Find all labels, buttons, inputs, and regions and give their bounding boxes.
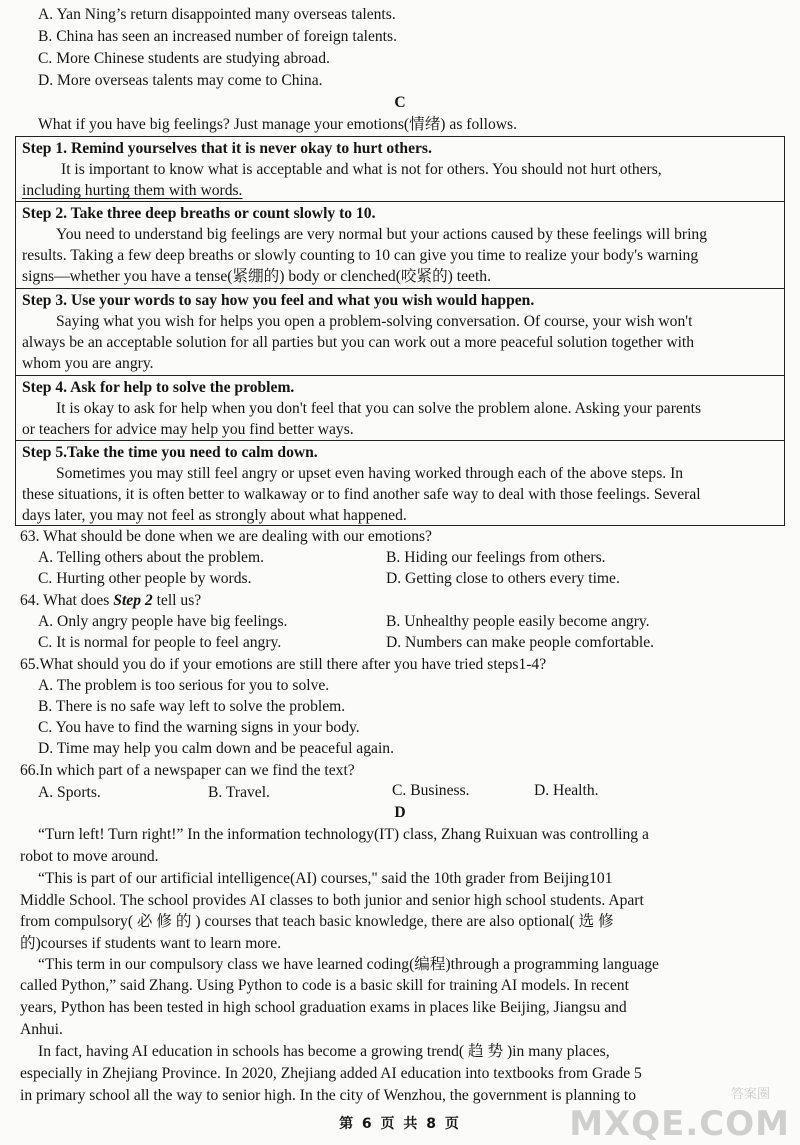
d-line-4: Middle School. The school provides AI classes to both junior and senior high school students. Apart (20, 892, 644, 909)
step-1-line-1: It is important to know what is acceptable and what is not for others. You should not hurt others, (61, 161, 662, 178)
step-3-line-3: whom you are angry. (22, 355, 154, 372)
step-3-box (15, 288, 785, 376)
question-64-stem (20, 590, 201, 611)
step-4-title: Step 4. Ask for help to solve the problem. (22, 379, 295, 396)
q64-option-a: A. Only angry people have big feelings. (38, 613, 288, 630)
question-66-stem: 66.In which part of a newspaper can we find the text? (20, 762, 355, 779)
d-line-3: “This is part of our artificial intelligence(AI) courses," said the 10th grader from Beijing101 (38, 870, 613, 887)
prev-option-a: A. Yan Ning’s return disappointed many overseas talents. (38, 6, 396, 23)
watermark-sub: 答案圈 (730, 1086, 770, 1102)
d-line-6: 的)courses if students want to learn more. (20, 935, 282, 952)
step-1-title: Step 1. Remind yourselves that it is never okay to hurt others. (22, 140, 432, 157)
page-footer: 第 6 页 共 8 页 (339, 1116, 461, 1132)
section-c-intro: What if you have big feelings? Just manage your emotions(情绪) as follows. (38, 116, 517, 133)
q65-option-c: C. You have to find the warning signs in your body. (38, 719, 360, 736)
q66-option-b: B. Travel. (208, 784, 270, 801)
q64-option-d: D. Numbers can make people comfortable. (386, 634, 655, 651)
prev-option-b: B. China has seen an increased number of foreign talents. (38, 28, 397, 45)
q66-option-c: C. Business. (392, 782, 470, 799)
step-2-line-3: signs—whether you have a tense(紧绷的) body or clenched(咬紧的) teeth. (22, 268, 491, 285)
step-4-box (15, 375, 785, 441)
section-c-label: C (394, 94, 406, 111)
d-line-12: especially in Zhejiang Province. In 2020, Zhejiang added AI education into textbooks from Grade 5 (20, 1065, 642, 1082)
q63-option-d: D. Getting close to others every time. (386, 570, 620, 587)
question-65-stem: 65.What should you do if your emotions are still there after you have tried steps1-4? (20, 656, 547, 673)
q64-stem-emphasis: Step 2 (113, 592, 153, 609)
d-line-9: years, Python has been tested in high school graduation exams in places like Beijing, Jiangsu and (20, 999, 627, 1016)
q63-option-b: B. Hiding our feelings from others. (386, 549, 606, 566)
step-1-box (15, 136, 785, 202)
d-line-1: “Turn left! Turn right!” In the information technology(IT) class, Zhang Ruixuan was controlling a (38, 826, 649, 843)
step-3-line-1: Saying what you wish for helps you open a problem-solving conversation. Of course, your wish won't (56, 313, 693, 330)
section-d-label: D (394, 804, 406, 821)
d-line-10: Anhui. (20, 1021, 63, 1038)
step-5-box (15, 440, 785, 526)
step-1-line-2: including hurting them with words. (22, 182, 243, 199)
d-line-13: in primary school all the way to senior high. In the city of Wenzhou, the government is planning to (20, 1087, 637, 1104)
q64-option-b: B. Unhealthy people easily become angry. (386, 613, 650, 630)
step-4-line-1: It is okay to ask for help when you don't feel that you can solve the problem alone. Asking your parents (56, 400, 702, 417)
d-line-11: In fact, having AI education in schools has become a growing trend( 趋 势 )in many places, (38, 1043, 610, 1060)
step-5-line-2: these situations, it is often better to walkaway or to find another safe way to deal with those feelings. Several (22, 486, 701, 503)
q66-option-a: A. Sports. (38, 784, 101, 801)
question-63-stem: 63. What should be done when we are dealing with our emotions? (20, 528, 432, 545)
q65-option-a: A. The problem is too serious for you to solve. (38, 677, 330, 694)
q65-option-d: D. Time may help you calm down and be peaceful again. (38, 740, 394, 757)
prev-option-c: C. More Chinese students are studying abroad. (38, 50, 330, 67)
step-2-line-1: You need to understand big feelings are very normal but your actions caused by these feelings will bring (56, 226, 708, 243)
d-line-8: called Python,” said Zhang. Using Python to code is a basic skill for training AI models. In recent (20, 977, 629, 994)
d-line-7: “This term in our compulsory class we have learned coding(编程)through a programming language (38, 956, 659, 973)
q64-stem-suffix: tell us? (152, 592, 202, 609)
q64-stem-prefix: 64. What does (20, 592, 114, 609)
step-5-line-1: Sometimes you may still feel angry or upset even having worked through each of the above steps. In (56, 465, 684, 482)
q65-option-b: B. There is no safe way left to solve the problem. (38, 698, 346, 715)
step-2-box (15, 201, 785, 289)
d-line-5: from compulsory( 必 修 的 ) courses that teach basic knowledge, there are also optional( 选 修 (20, 913, 614, 930)
step-3-line-2: always be an acceptable solution for all parties but you can work out a more peaceful solution together with (22, 334, 695, 351)
prev-option-d: D. More overseas talents may come to China. (38, 72, 323, 89)
q63-option-a: A. Telling others about the problem. (38, 549, 264, 566)
q66-option-d: D. Health. (534, 782, 599, 799)
step-2-line-2: results. Taking a few deep breaths or slowly counting to 10 can give you time to realize your body's warning (22, 247, 699, 264)
step-3-title: Step 3. Use your words to say how you feel and what you wish would happen. (22, 292, 535, 309)
q63-option-c: C. Hurting other people by words. (38, 570, 252, 587)
d-line-2: robot to move around. (20, 848, 159, 865)
q64-option-c: C. It is normal for people to feel angry. (38, 634, 282, 651)
watermark-logo: MXQE.COM (569, 1103, 790, 1144)
step-2-title: Step 2. Take three deep breaths or count slowly to 10. (22, 205, 376, 222)
step-5-line-3: days later, you may not feel as strongly about what happened. (22, 507, 407, 524)
step-4-line-2: or teachers for advice may help you find better ways. (22, 421, 354, 438)
step-5-title: Step 5.Take the time you need to calm down. (22, 444, 318, 461)
